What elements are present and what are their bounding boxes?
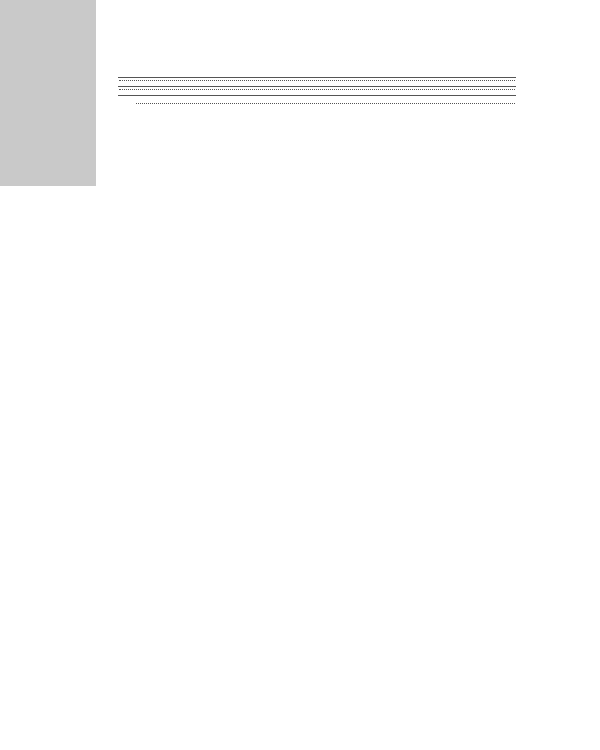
table-of-contents [118, 74, 516, 106]
index-entry [118, 103, 516, 106]
chapter-4-heading [118, 89, 516, 92]
gray-edge-tab [0, 0, 96, 186]
divider [118, 77, 516, 78]
chapter-3-heading [118, 80, 516, 83]
divider [118, 86, 516, 87]
divider [118, 95, 516, 96]
